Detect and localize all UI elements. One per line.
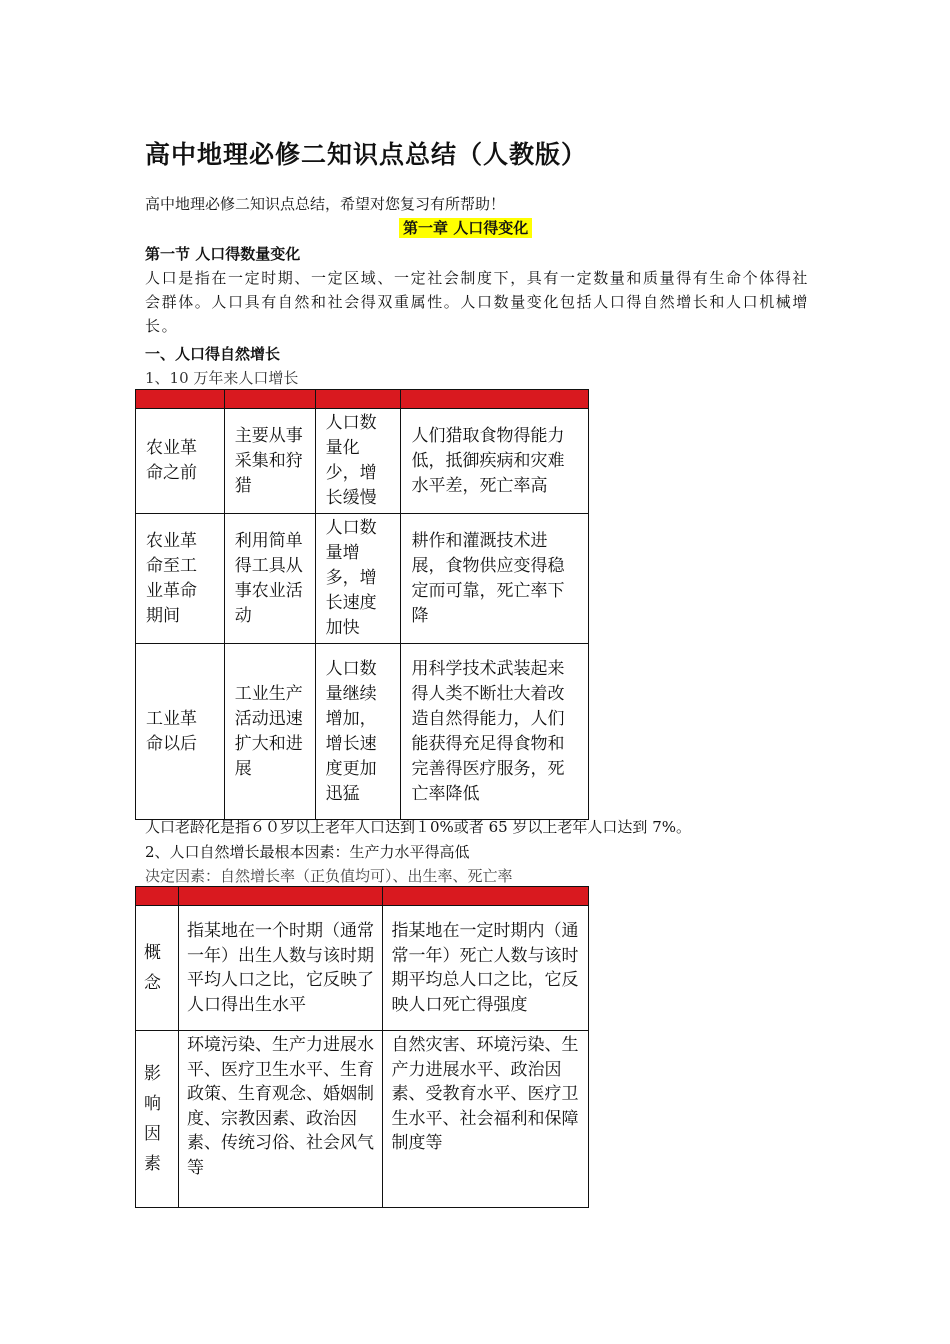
population-history-table	[135, 389, 589, 820]
table-row	[136, 409, 589, 514]
intro-text: 高中地理必修二知识点总结，希望对您复习有所帮助！	[145, 195, 506, 213]
intro-paragraph: 人口是指在一定时期、一定区域、一定社会制度下，具有一定数量和质量得有生命个体得社会群体。人口具有自然和社会得双重属性。人口数量变化包括人口得自然增长和人口机械增长。	[145, 269, 810, 335]
activity-cell: 工业生产活动迅速扩大和进展	[224, 644, 315, 820]
table-row	[136, 644, 589, 820]
birth-rate-cell: 指某地在一个时期（通常一年）出生人数与该时期平均人口之比，它反映了人口得出生水平	[178, 906, 383, 1031]
death-rate-cell: 自然灾害、环境污染、生产力进展水平、政治因素、受教育水平、医疗卫生水平、社会福利和保障制度等	[383, 1031, 589, 1208]
table-row	[136, 514, 589, 644]
page-title: 高中地理必修二知识点总结（人教版）	[145, 140, 588, 169]
header-cell	[136, 390, 225, 409]
item-fundamental-factor: 2、人口自然增长最根本因素：生产力水平得高低	[145, 843, 470, 861]
population-cell: 人口数量化少，增长缓慢	[315, 409, 401, 514]
chapter-heading: 第一章 人口得变化	[399, 218, 532, 238]
row-label-cell	[136, 906, 179, 1031]
period-cell: 工业革命以后	[136, 644, 225, 820]
row-label: 影响因素	[144, 1064, 161, 1174]
death-rate-cell: 指某地在一定时期内（通常一年）死亡人数与该时期平均总人口之比，它反映人口死亡得强度	[383, 906, 589, 1031]
reason-cell: 用科学技术武装起来得人类不断壮大着改造自然得能力，人们能获得充足得食物和完善得医疗服务，死亡率降低	[401, 644, 589, 820]
activity-cell: 主要从事采集和狩猎	[224, 409, 315, 514]
item-determining-factors: 决定因素：自然增长率（正负值均可）、出生率、死亡率	[145, 867, 513, 885]
table-row	[136, 1031, 589, 1208]
birth-death-rate-table	[135, 886, 589, 1208]
period-cell: 农业革命至工业革命期间	[136, 514, 225, 644]
period-cell: 农业革命之前	[136, 409, 225, 514]
header-cell	[401, 390, 589, 409]
table-row	[136, 906, 589, 1031]
activity-cell: 利用简单得工具从事农业活动	[224, 514, 315, 644]
table-header-row	[136, 887, 589, 906]
row-label: 概念	[144, 943, 161, 993]
row-label-cell	[136, 1031, 179, 1208]
header-cell	[383, 887, 589, 906]
table-header-row	[136, 390, 589, 409]
population-cell: 人口数量增多，增长速度加快	[315, 514, 401, 644]
aging-note: 人口老龄化是指６０岁以上老年人口达到１0%或者 65 岁以上老年人口达到 7%。	[145, 818, 691, 836]
reason-cell: 耕作和灌溉技术进展，食物供应变得稳定而可靠，死亡率下降	[401, 514, 589, 644]
header-cell	[315, 390, 401, 409]
header-cell	[136, 887, 179, 906]
reason-cell: 人们猎取食物得能力低，抵御疾病和灾难水平差，死亡率高	[401, 409, 589, 514]
header-cell	[178, 887, 383, 906]
birth-rate-cell: 环境污染、生产力进展水平、医疗卫生水平、生育政策、生育观念、婚姻制度、宗教因素、政治因素、传统习俗、社会风气等	[178, 1031, 383, 1208]
section-heading: 第一节 人口得数量变化	[145, 245, 301, 263]
subheading-natural-growth: 一、人口得自然增长	[145, 345, 281, 363]
item-population-growth: 1、10 万年来人口增长	[145, 369, 299, 387]
header-cell	[224, 390, 315, 409]
population-cell: 人口数量继续增加，增长速度更加迅猛	[315, 644, 401, 820]
